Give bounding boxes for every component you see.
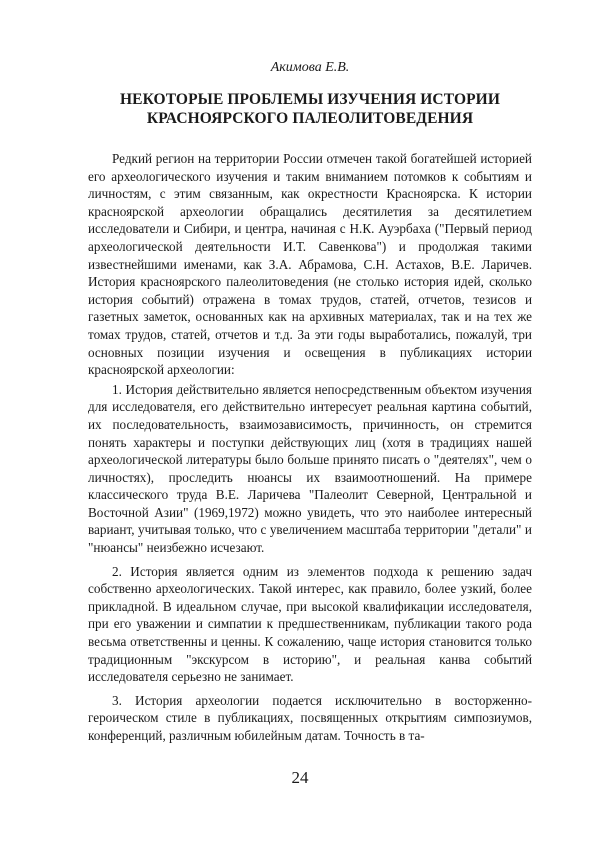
article-title xyxy=(88,90,532,128)
title-line-1: НЕКОТОРЫЕ ПРОБЛЕМЫ ИЗУЧЕНИЯ ИСТОРИИ xyxy=(119,91,500,108)
title-line-2: КРАСНОЯРСКОГО ПАЛЕОЛИТОВЕДЕНИЯ xyxy=(146,110,474,127)
paragraph-intro: Редкий регион на территории России отмечен такой богатейшей историей его археологического изучения и таким вниманием потомков к событиям и личностям, с этим связанным, как окрестности Красноярска. К истории красноярской археологии обращались десятилетия за десятилетием исследователи и Сибири, и центра, начиная с Н.К. Ауэрбаха ("Первый период археологической деятельности И.Т. Савенкова") и продолжая такими известнейшими именами, как З.А. Абрамова, С.Н. Астахов, В.Е. Ларичев. История красноярского палеолитоведения (не столько история идей, сколько история событий) отражена в томах трудов, статей, отчетов, тезисов и газетных заметок, основанных как на архивных материалах, так и на тех же томах трудов, статей, отчетов и т.д. За эти годы выработались, пожалуй, три основных позиции изучения и освещения в публикациях истории красноярской археологии: xyxy=(88,151,532,378)
paragraph-point-1: 1. История действительно является непосредственным объектом изучения для исследователя, его действительно интересует реальная картина событий, их последовательность, взаимозависимость, причинность, он стремится понять характеры и поступки действующих лиц (хотя в традициях нашей археологической литературы было больше принято писать о "деятелях", чем о личностях), проследить нюансы их взаимоотношений. На примере классического труда В.Е. Ларичева "Палеолит Северной, Центральной и Восточной Азии" (1969,1972) можно увидеть, что это наиболее интересный вариант, учитывая только, что с увеличением масштаба территории "детали" и "нюансы" неизбежно исчезают. xyxy=(88,381,532,556)
paragraph-point-3: 3. История археологии подается исключительно в восторженно-героическом стиле в публикациях, посвященных открытиям симпозиумов, конференций, различным юбилейным датам. Точность в та- xyxy=(88,692,532,743)
page-number: 24 xyxy=(291,768,309,787)
paragraph-point-2: 2. История является одним из элементов подхода к решению задач собственно археологических. Такой интерес, как правило, более узкий, более прикладной. В идеальном случае, при высокой квалификации исследователя, при его уважении и симпатии к предшественникам, публикации такого рода весьма ответственны и ценны. К сожалению, чаще история становится только традиционным "экскурсом в историю", и реальная канва событий исследователя серьезно не занимает. xyxy=(88,563,532,685)
author-name: Акимова Е.В. xyxy=(270,60,350,75)
page-content xyxy=(88,60,532,747)
